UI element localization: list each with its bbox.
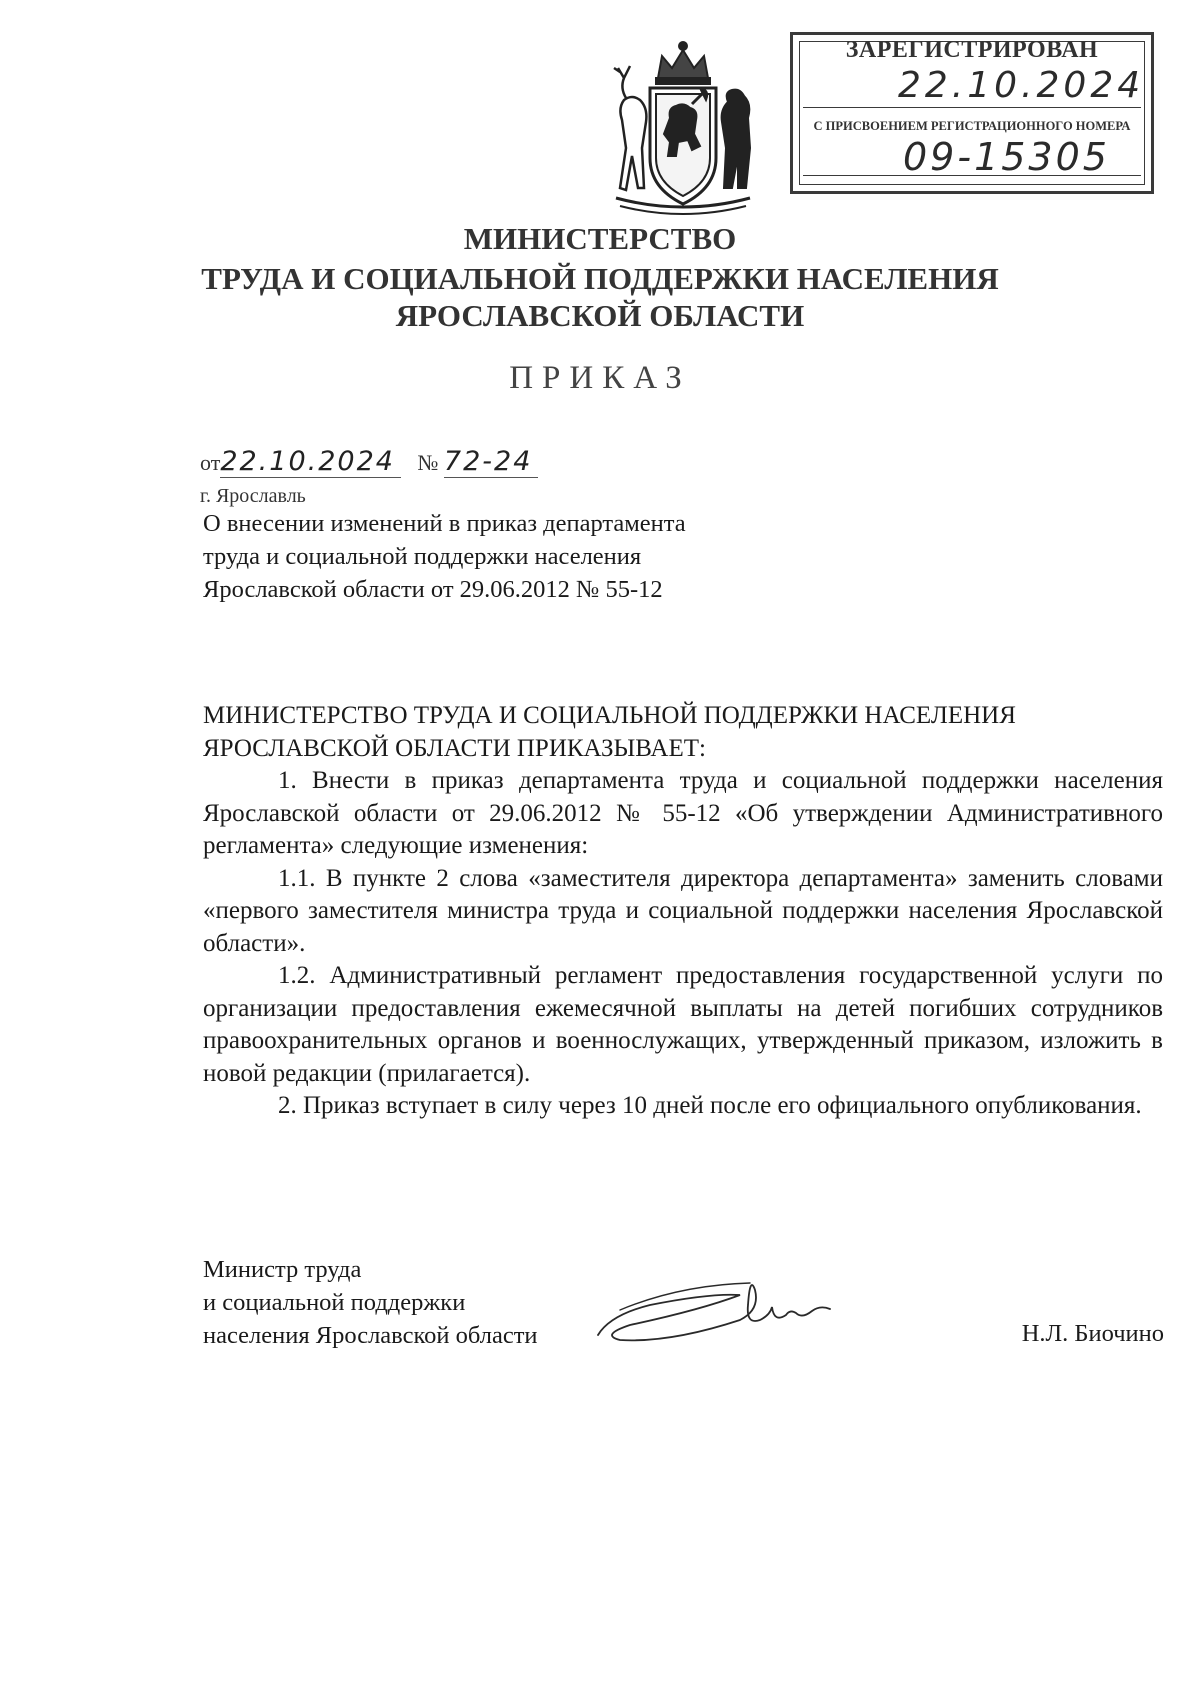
stamp-divider <box>803 175 1141 176</box>
city: г. Ярославль <box>200 485 306 507</box>
ministry-title-line2: ТРУДА И СОЦИАЛЬНОЙ ПОДДЕРЖКИ НАСЕЛЕНИЯ <box>201 261 999 296</box>
number-prefix: № <box>417 450 439 475</box>
stamp-divider <box>803 107 1141 108</box>
signatory-name: Н.Л. Биочино <box>1021 1320 1164 1347</box>
signatory-title-line3: населения Ярославской области <box>203 1322 538 1349</box>
order-date: 22.10.2024 <box>220 446 395 477</box>
order-subject: О внесении изменений в приказ департамента труда и социальной поддержки населения Ярославской области от 29.06.2012 № 55-12 <box>203 510 686 603</box>
stamp-registration-number: 09-15305 <box>903 135 1110 179</box>
registration-stamp <box>790 32 1154 194</box>
order-preamble: МИНИСТЕРСТВО ТРУДА И СОЦИАЛЬНОЙ ПОДДЕРЖКИ НАСЕЛЕНИЯ ЯРОСЛАВСКОЙ ОБЛАСТИ ПРИКАЗЫВАЕТ: <box>203 702 1016 762</box>
document-type-title: ПРИКАЗ <box>509 360 691 396</box>
stamp-title: ЗАРЕГИСТРИРОВАН <box>845 37 1099 63</box>
order-number: 72-24 <box>443 446 533 477</box>
order-paragraph-2: 2. Приказ вступает в силу через 10 дней после его официального опубликования. <box>278 1092 1142 1119</box>
stamp-date: 22.10.2024 <box>898 65 1145 106</box>
order-paragraph-1: 1. Внести в приказ департамента труда и социальной поддержки населения Ярославской области от 29.06.2012 № 55-12 «Об утверждении Административного регламента» следующие изменения: <box>203 767 1163 859</box>
ministry-title-line3: ЯРОСЛАВСКОЙ ОБЛАСТИ <box>395 298 805 333</box>
date-prefix: от <box>200 450 221 475</box>
order-paragraph-1-1: 1.1. В пункте 2 слова «заместителя директора департамента» заменить словами «первого заместителя министра труда и социальной поддержки населения Ярославской области». <box>203 864 1163 957</box>
ministry-title-line1: МИНИСТЕРСТВО <box>463 221 737 256</box>
order-date-number <box>200 446 538 478</box>
stamp-subtitle: С ПРИСВОЕНИЕМ РЕГИСТРАЦИОННОГО НОМЕРА <box>813 119 1131 133</box>
order-body <box>203 700 1163 1123</box>
signatory-title-line1: Министр труда <box>203 1256 362 1283</box>
coat-of-arms-emblem <box>606 38 760 220</box>
signatory-title-line2: и социальной поддержки <box>203 1289 466 1316</box>
order-paragraph-1-2: 1.2. Административный регламент предоставления государственной услуги по организации предоставления ежемесячной выплаты на детей погибших сотрудников правоохранительных органов и военнослужащих, утвержденный приказом, изложить в новой редакции (прилагается). <box>203 962 1163 1087</box>
handwritten-signature <box>590 1265 850 1355</box>
